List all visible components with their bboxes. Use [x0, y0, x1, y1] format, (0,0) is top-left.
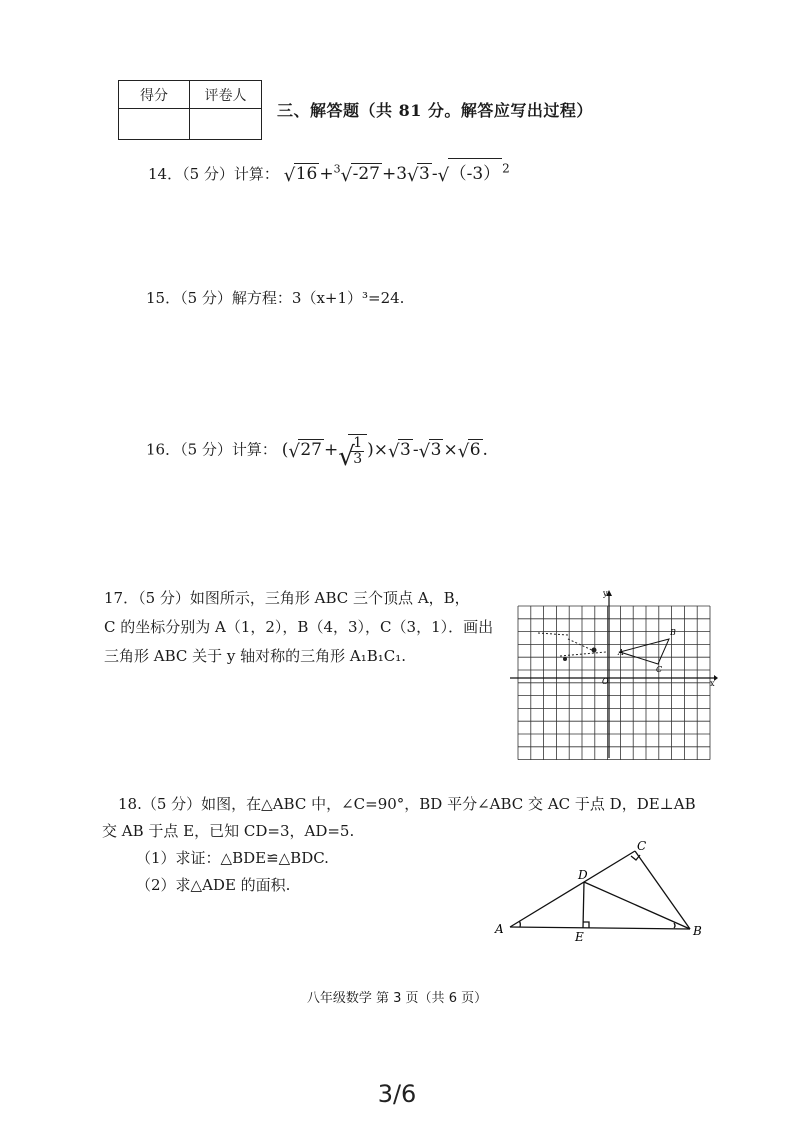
question-14	[148, 158, 510, 184]
question-16	[146, 432, 488, 472]
question-14-expression: √ 16 +$^3$ √ -27 +3 √ 3 - √ （-3） $^2$	[284, 164, 510, 184]
question-16-expression: ( √ 27 + √ $\frac{1}{3}$ )× √ 3 - √ 3 × √ 6 .	[281, 435, 488, 472]
point-e-label: E	[575, 930, 584, 944]
y-axis-label: y	[603, 589, 608, 598]
x-axis-label: x	[710, 679, 715, 688]
page-indicator: 3/6	[377, 1080, 417, 1108]
question-15: 15．（5 分）解方程：3（x+1）³=24.	[146, 289, 405, 307]
question-18-subquestion-1: （1）求证：△BDE≌△BDC.	[136, 849, 329, 867]
question-17-line: 17．（5 分）如图所示，三角形 ABC 三个顶点 A，B，	[104, 589, 470, 607]
point-a-label: A	[495, 922, 504, 936]
right-angle-mark-c	[631, 855, 640, 860]
segment-ac	[510, 851, 635, 927]
sketch-point	[592, 648, 597, 653]
grid-lines	[518, 606, 710, 760]
segment-ab	[510, 927, 690, 929]
table-divider	[119, 108, 261, 109]
score-header: 得分	[140, 88, 168, 104]
question-18-line: 18.（5 分）如图，在△ABC 中，∠C=90°，BD 平分∠ABC 交 AC 于点 D，DE⊥AB	[118, 795, 696, 813]
question-16-label: 16．（5 分）计算：	[146, 440, 277, 459]
page-footer: 八年级数学 第 3 页（共 6 页）	[306, 991, 488, 1006]
score-table	[118, 80, 262, 140]
point-b-label: B	[670, 628, 676, 637]
angle-mark-b	[674, 923, 675, 928]
point-b-label: B	[693, 924, 702, 938]
angle-mark-a	[519, 921, 520, 927]
question-14-label: 14．（5 分）计算：	[148, 165, 279, 183]
point-a-label: A	[618, 648, 624, 657]
segment-de	[583, 882, 584, 928]
triangle-abc	[620, 639, 669, 664]
section-title: 三、解答题（共 81 分。解答应写出过程）	[277, 101, 593, 120]
question-17-line: 三角形 ABC 关于 y 轴对称的三角形 A₁B₁C₁.	[104, 647, 407, 665]
right-angle-mark-e	[583, 922, 589, 928]
triangle-figure	[490, 838, 715, 948]
point-c-label: C	[656, 665, 663, 674]
grader-header: 评卷人	[204, 88, 247, 104]
origin-label: O	[602, 677, 609, 686]
coordinate-grid-figure	[508, 586, 718, 764]
question-17	[104, 584, 493, 671]
sketch-point	[563, 657, 567, 661]
question-18-line: 交 AB 于点 E，已知 CD=3，AD=5.	[102, 822, 355, 840]
question-17-line: C 的坐标分别为 A（1，2），B（4，3），C（3，1）．画出	[104, 618, 494, 636]
point-c-label: C	[637, 839, 647, 853]
question-18-subquestion-2: （2）求△ADE 的面积.	[136, 876, 291, 894]
point-d-label: D	[578, 868, 588, 882]
x-axis-arrow	[714, 675, 718, 681]
